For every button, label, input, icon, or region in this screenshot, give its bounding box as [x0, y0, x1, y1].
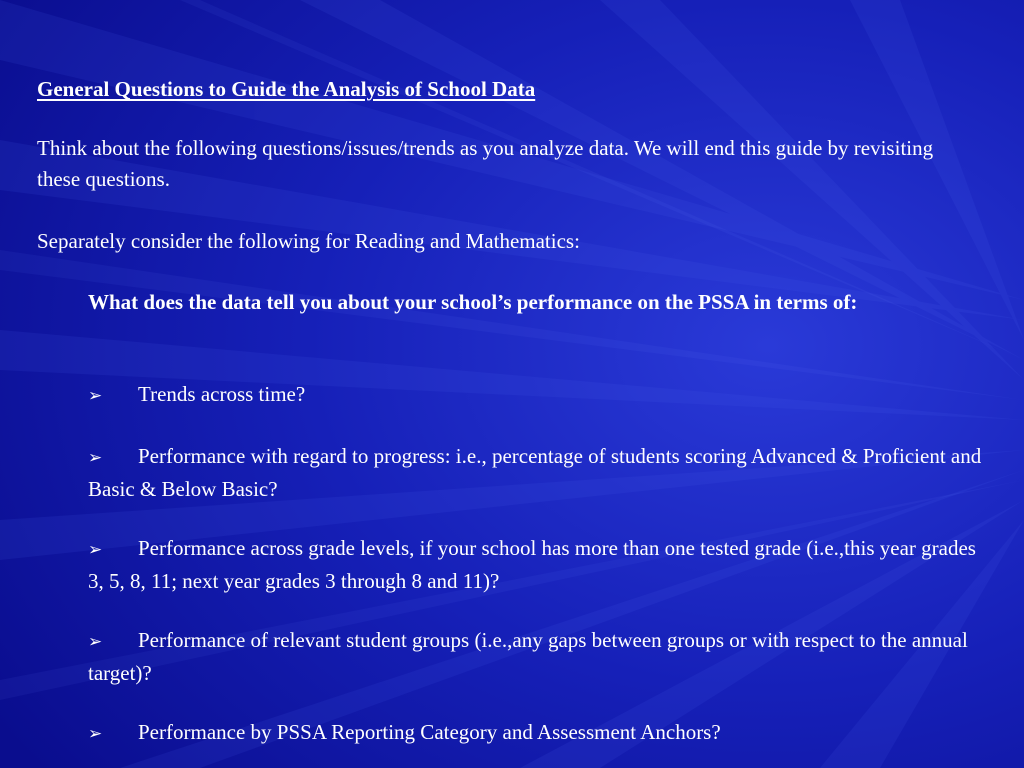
slide-title: General Questions to Guide the Analysis of School Data [37, 77, 536, 101]
guiding-question: What does the data tell you about your school’s performance on the PSSA in terms of: [88, 290, 858, 314]
arrow-bullet-icon: ➢ [88, 448, 103, 468]
list-item-text: Performance of relevant student groups (i.e.,any gaps between groups or with respect to the annual target)? [88, 628, 968, 685]
list-item [88, 379, 988, 412]
list-item [88, 717, 988, 750]
list-item-text: Performance across grade levels, if your school has more than one tested grade (i.e.,this year grades 3, 5, 8, 11; next year grades 3 through 8 and 11)? [88, 536, 976, 593]
arrow-bullet-icon: ➢ [88, 724, 103, 744]
intro-paragraph: Think about the following questions/issues/trends as you analyze data. We will end this guide by revisiting these questions. [37, 136, 934, 191]
list-item-text: Performance by PSSA Reporting Category and Assessment Anchors? [138, 720, 721, 744]
list-item-text: Performance with regard to progress: i.e., percentage of students scoring Advanced & Proficient and Basic & Below Basic? [88, 444, 982, 501]
arrow-bullet-icon: ➢ [88, 386, 103, 406]
arrow-bullet-icon: ➢ [88, 632, 103, 652]
list-item [88, 625, 988, 689]
list-item-text: Trends across time? [138, 382, 306, 406]
arrow-bullet-icon: ➢ [88, 540, 103, 560]
list-item [88, 441, 988, 505]
list-item [88, 533, 988, 597]
separately-paragraph: Separately consider the following for Reading and Mathematics: [37, 229, 580, 253]
